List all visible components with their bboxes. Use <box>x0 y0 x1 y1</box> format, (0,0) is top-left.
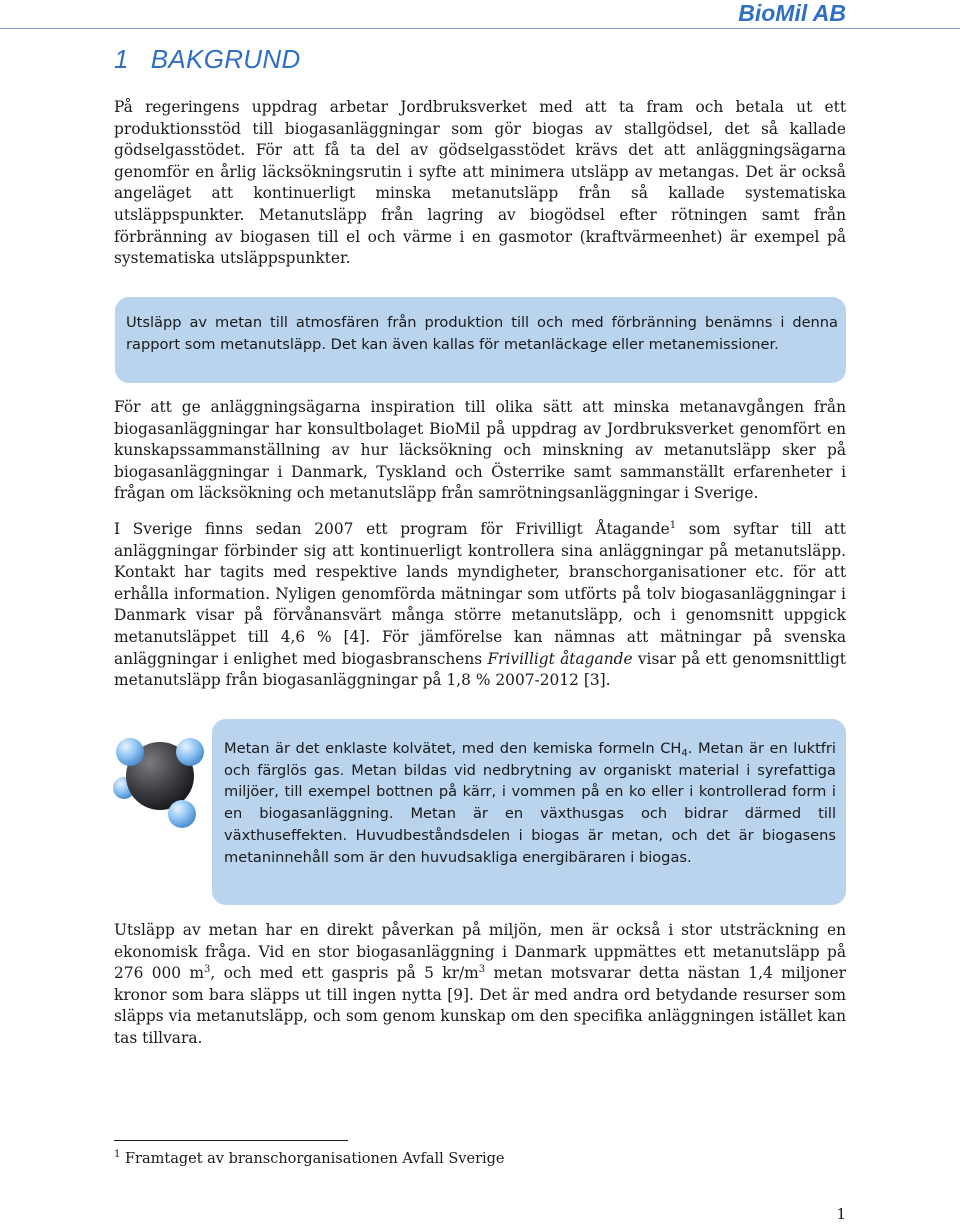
section-title: BAKGRUND <box>150 44 301 74</box>
hydrogen-atom <box>168 800 196 828</box>
hydrogen-atom <box>116 738 144 766</box>
paragraph-background: På regeringens uppdrag arbetar Jordbruksverket med att ta fram och betala ut ett produktionsstöd till biogasanläggningar som gör biogas av stallgödsel, det så kallade gödselgasstödet. För att få ta del av gödselgasstödet krävs det att anläggningsägarna genomför en årlig läcksökningsrutin i syfte att minimera utsläpp av metangas. Det är också angeläget att kontinuerligt minska metanutsläpp från så kallade systematiska utsläppspunkter. Metanutsläpp från lagring av biogödsel efter rötningen samt från förbränning av biogasen till el och värme i en gasmotor (kraftvärmeenhet) är exempel på systematiska utsläppspunkter. <box>114 98 846 268</box>
paragraph-economic-impact <box>114 920 846 1050</box>
text-run: som syftar till att anläggningar förbinder sig att kontinuerligt kontrollera sina anläggningar på metanutsläpp. Kontakt har tagits med respektive lands myndigheter, branschorganisationer etc. för att erhålla information. Nyligen genomförda mätningar som utförts på tolv biogasanläggningar i Danmark visar på förvånansvärt många större metanutsläpp, och i genomsnitt uppgick metanutsläppet till 4,6 % [4]. För jämförelse kan nämnas att mätningar på svenska anläggningar i enlighet med biogasbranschens <box>114 520 846 668</box>
superscript: 3 <box>478 964 486 976</box>
header-divider <box>0 28 960 29</box>
footnote-reference[interactable]: 1 <box>669 520 677 531</box>
methane-info-text <box>224 738 836 868</box>
text-run: I Sverige finns sedan 2007 ett program för Frivilligt Åtagande <box>114 520 670 538</box>
subscript: 4 <box>681 748 688 759</box>
text-run: metan motsvarar detta nästan 1,4 miljoner kronor som bara släpps ut till ingen nytta [9]. Det är med andra ord betydande resurser som släpps via metanutsläpp, och som genom kunskap om den specifika anläggningen istället kan tas tillvara. <box>114 964 846 1047</box>
text-run: Utsläpp av metan har en direkt påverkan på miljön, men är också i stor utsträckning en ekonomisk fråga. Vid en stor biogasanläggning i Danmark uppmättes ett metanutsläpp på 276 000 m <box>114 921 846 983</box>
methane-molecule-icon <box>112 734 208 830</box>
page-number: 1 <box>836 1205 846 1223</box>
methane-info-callout <box>212 719 846 905</box>
section-number: 1 <box>114 44 129 74</box>
emphasis-text: Frivilligt åtagande <box>487 649 633 668</box>
section-heading <box>114 44 301 75</box>
paragraph-frivilligt-atagande <box>114 519 846 692</box>
paragraph-inspiration: För att ge anläggningsägarna inspiration till olika sätt att minska metanavgången från biogasanläggningar har konsultbolaget BioMil på uppdrag av Jordbruksverket genomfört en kunskapssammanställning av hur läcksökning och minskning av metanutsläpp sker på biogasanläggningar i Danmark, Tyskland och Österrike samt sammanställt erfarenheter i frågan om läcksökning och metanutsläpp från samrötningsanläggningar i Sverige. <box>114 398 846 503</box>
text-run: Metan är det enklaste kolvätet, med den kemiska formeln CH <box>224 740 682 757</box>
footnote-number: 1 <box>114 1149 121 1160</box>
text-run: . Metan är en luktfri och färglös gas. Metan bildas vid nedbrytning av organiskt material i syrefattiga miljöer, till exempel bottnen på kärr, i vommen på en ko eller i kontrollerad form i en biogasanläggning. Metan är en växthusgas och bidrar därmed till växthuseffekten. Huvudbeståndsdelen i biogas är metan, och det är biogasens metaninnehåll som är den huvudsakliga energibäraren i biogas. <box>224 740 836 866</box>
footnote-text: Framtaget av branschorganisationen Avfall Sverige <box>124 1151 505 1167</box>
hydrogen-atom <box>176 738 204 766</box>
footnote <box>114 1149 505 1169</box>
text-run: visar på ett genomsnittligt metanutsläpp från biogasanläggningar på 1,8 % 2007-2012 [3]. <box>114 649 846 690</box>
footnote-divider <box>114 1140 348 1141</box>
header-brand: BioMil AB <box>738 0 846 26</box>
definition-callout-text: Utsläpp av metan till atmosfären från produktion till och med förbränning benämns i denna rapport som metanutsläpp. Det kan även kallas för metanläckage eller metanemissioner. <box>126 314 838 353</box>
superscript: 3 <box>204 964 211 976</box>
definition-callout <box>115 297 846 383</box>
text-run: , och med ett gaspris på 5 kr/m <box>210 964 479 983</box>
